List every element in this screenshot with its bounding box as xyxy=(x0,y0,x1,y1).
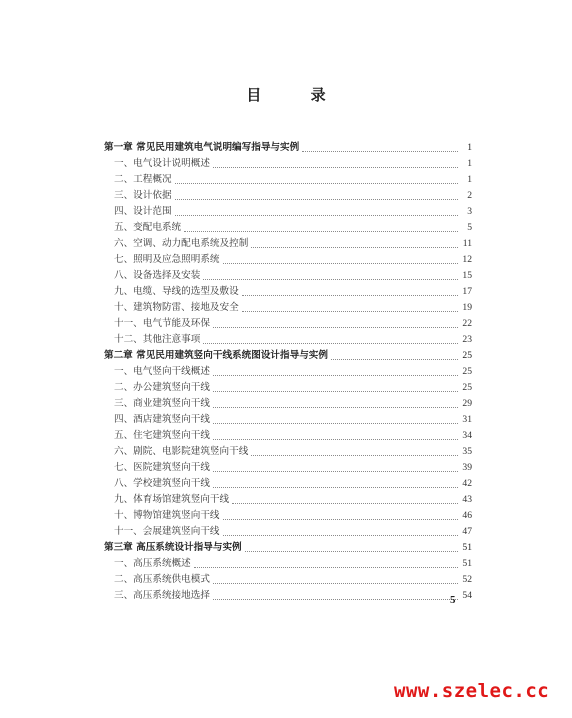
toc-entry-page: 1 xyxy=(467,174,472,185)
dot-leader xyxy=(331,355,458,360)
toc-section-entry[interactable] xyxy=(104,380,472,396)
toc-entry-label: 八、学校建筑竖向干线 xyxy=(114,478,210,489)
dot-leader xyxy=(175,211,458,216)
toc-entry-label: 第一章 常见民用建筑电气说明编写指导与实例 xyxy=(104,142,300,153)
dot-leader xyxy=(213,163,458,168)
toc-entry-page: 51 xyxy=(462,558,472,569)
toc-entry-label: 八、设备选择及安装 xyxy=(114,270,201,281)
dot-leader xyxy=(223,259,458,264)
dot-leader xyxy=(213,323,458,328)
toc-entry-label: 二、办公建筑竖向干线 xyxy=(114,382,210,393)
toc-entry-page: 39 xyxy=(462,462,472,473)
toc-entry-page: 22 xyxy=(462,318,472,329)
dot-leader xyxy=(194,563,458,568)
toc-section-entry[interactable] xyxy=(104,492,472,508)
dot-leader xyxy=(242,307,458,312)
toc-entry-page: 52 xyxy=(462,574,472,585)
toc-section-entry[interactable] xyxy=(104,412,472,428)
toc-entry-page: 47 xyxy=(462,526,472,537)
toc-entry-label: 二、高压系统供电模式 xyxy=(114,574,210,585)
toc-entry-label: 五、住宅建筑竖向干线 xyxy=(114,430,210,441)
dot-leader xyxy=(242,291,458,296)
dot-leader xyxy=(213,579,458,584)
toc-entry-label: 十、博物馆建筑竖向干线 xyxy=(114,510,220,521)
toc-entry-label: 三、商业建筑竖向干线 xyxy=(114,398,210,409)
dot-leader xyxy=(175,195,458,200)
dot-leader xyxy=(302,147,458,152)
toc-section-entry[interactable] xyxy=(104,364,472,380)
toc-section-entry[interactable] xyxy=(104,508,472,524)
toc-section-entry[interactable] xyxy=(104,284,472,300)
toc-entry-label: 一、高压系统概述 xyxy=(114,558,191,569)
toc-entry-page: 54 xyxy=(462,590,472,601)
toc-chapter-entry[interactable] xyxy=(104,140,472,156)
dot-leader xyxy=(251,451,458,456)
toc-entry-label: 九、电缆、导线的选型及敷设 xyxy=(114,286,239,297)
toc-section-entry[interactable] xyxy=(104,524,472,540)
toc-entry-page: 35 xyxy=(462,446,472,457)
dot-leader xyxy=(213,595,458,600)
toc-entry-label: 十二、其他注意事项 xyxy=(114,334,201,345)
toc-entry-label: 第三章 高压系统设计指导与实例 xyxy=(104,542,242,553)
toc-section-entry[interactable] xyxy=(104,300,472,316)
watermark: www.szelec.cc xyxy=(394,680,550,702)
toc-entry-label: 四、设计范围 xyxy=(114,206,172,217)
toc-entry-page: 11 xyxy=(462,238,472,249)
dot-leader xyxy=(223,531,458,536)
toc-chapter-entry[interactable] xyxy=(104,540,472,556)
dot-leader xyxy=(213,483,458,488)
toc-entry-page: 15 xyxy=(462,270,472,281)
dot-leader xyxy=(232,499,458,504)
toc-entry-label: 九、体育场馆建筑竖向干线 xyxy=(114,494,230,505)
dot-leader xyxy=(175,179,458,184)
dot-leader xyxy=(213,435,458,440)
page-number: 5 xyxy=(450,594,456,606)
toc-entry-page: 46 xyxy=(462,510,472,521)
toc-entry-label: 一、电气设计说明概述 xyxy=(114,158,210,169)
toc-entry-page: 43 xyxy=(462,494,472,505)
toc-section-entry[interactable] xyxy=(104,460,472,476)
toc-section-entry[interactable] xyxy=(104,204,472,220)
toc-entry-page: 25 xyxy=(462,350,472,361)
toc-section-entry[interactable] xyxy=(104,252,472,268)
toc-entry-label: 四、酒店建筑竖向干线 xyxy=(114,414,210,425)
toc-entry-page: 29 xyxy=(462,398,472,409)
toc-section-entry[interactable] xyxy=(104,188,472,204)
toc-section-entry[interactable] xyxy=(104,588,472,604)
toc-entry-page: 34 xyxy=(462,430,472,441)
toc-section-entry[interactable] xyxy=(104,444,472,460)
dot-leader xyxy=(213,419,458,424)
dot-leader xyxy=(213,387,458,392)
toc-entry-label: 二、工程概况 xyxy=(114,174,172,185)
toc-entry-page: 25 xyxy=(462,366,472,377)
toc-entry-label: 七、照明及应急照明系统 xyxy=(114,254,220,265)
toc-section-entry[interactable] xyxy=(104,396,472,412)
toc-entry-label: 十、建筑物防雷、接地及安全 xyxy=(114,302,239,313)
toc-section-entry[interactable] xyxy=(104,428,472,444)
toc-entry-label: 六、剧院、电影院建筑竖向干线 xyxy=(114,446,249,457)
toc-entry-page: 25 xyxy=(462,382,472,393)
toc-section-entry[interactable] xyxy=(104,236,472,252)
toc-section-entry[interactable] xyxy=(104,316,472,332)
toc-entry-page: 1 xyxy=(467,158,472,169)
dot-leader xyxy=(213,467,458,472)
toc-entry-page: 2 xyxy=(467,190,472,201)
toc-section-entry[interactable] xyxy=(104,172,472,188)
table-of-contents xyxy=(104,140,472,604)
toc-section-entry[interactable] xyxy=(104,556,472,572)
dot-leader xyxy=(203,275,458,280)
dot-leader xyxy=(184,227,458,232)
dot-leader xyxy=(245,547,458,552)
toc-entry-label: 六、空调、动力配电系统及控制 xyxy=(114,238,249,249)
toc-entry-page: 3 xyxy=(467,206,472,217)
dot-leader xyxy=(251,243,458,248)
toc-entry-page: 17 xyxy=(462,286,472,297)
toc-chapter-entry[interactable] xyxy=(104,348,472,364)
toc-section-entry[interactable] xyxy=(104,476,472,492)
toc-section-entry[interactable] xyxy=(104,572,472,588)
toc-section-entry[interactable] xyxy=(104,332,472,348)
toc-entry-page: 1 xyxy=(467,142,472,153)
toc-section-entry[interactable] xyxy=(104,268,472,284)
toc-entry-page: 12 xyxy=(462,254,472,265)
toc-section-entry[interactable] xyxy=(104,156,472,172)
toc-entry-label: 一、电气竖向干线概述 xyxy=(114,366,210,377)
toc-entry-label: 三、设计依据 xyxy=(114,190,172,201)
toc-entry-label: 三、高压系统接地选择 xyxy=(114,590,210,601)
page-title: 目 录 xyxy=(246,86,348,104)
dot-leader xyxy=(203,339,458,344)
toc-entry-label: 十一、电气节能及环保 xyxy=(114,318,210,329)
toc-entry-page: 19 xyxy=(462,302,472,313)
dot-leader xyxy=(213,403,458,408)
toc-entry-page: 31 xyxy=(462,414,472,425)
toc-entry-label: 五、变配电系统 xyxy=(114,222,182,233)
dot-leader xyxy=(213,371,458,376)
toc-entry-page: 5 xyxy=(467,222,472,233)
dot-leader xyxy=(223,515,458,520)
toc-entry-page: 42 xyxy=(462,478,472,489)
toc-entry-page: 51 xyxy=(462,542,472,553)
toc-entry-label: 第二章 常见民用建筑竖向干线系统图设计指导与实例 xyxy=(104,350,328,361)
toc-entry-page: 23 xyxy=(462,334,472,345)
toc-entry-label: 七、医院建筑竖向干线 xyxy=(114,462,210,473)
toc-section-entry[interactable] xyxy=(104,220,472,236)
toc-entry-label: 十一、会展建筑竖向干线 xyxy=(114,526,220,537)
